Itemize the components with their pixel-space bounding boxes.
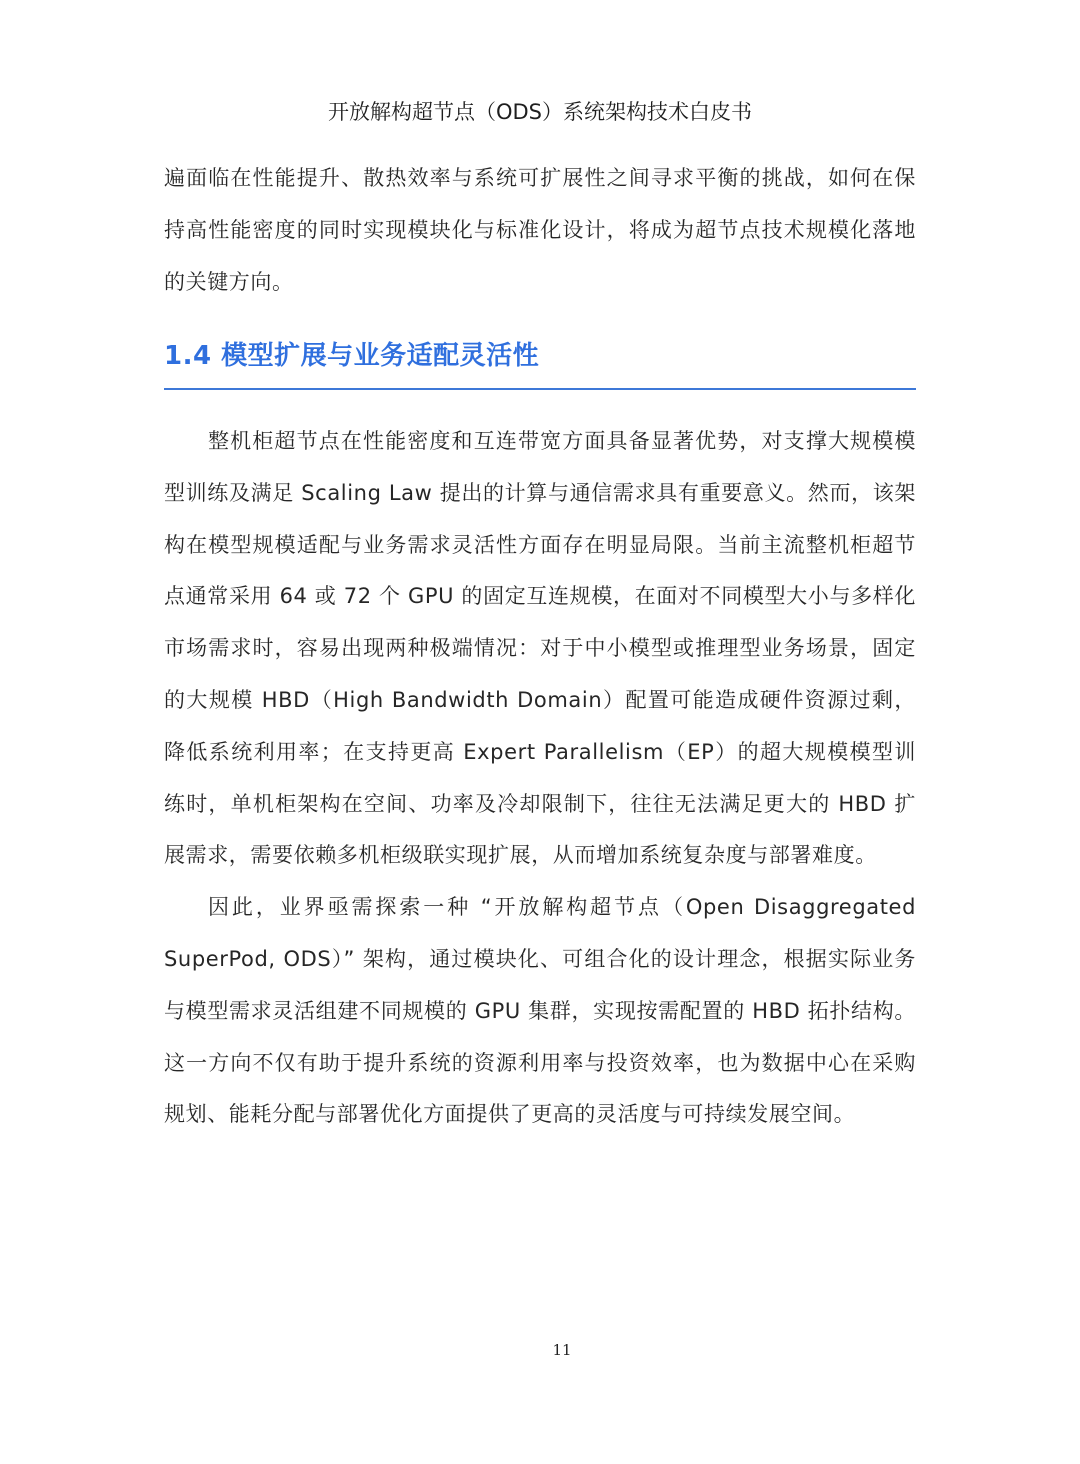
page-number: 11: [552, 1341, 572, 1359]
continuation-paragraph: 遍面临在性能提升、散热效率与系统可扩展性之间寻求平衡的挑战，如何在保持高性能密度的同时实现模块化与标准化设计，将成为超节点技术规模化落地的关键方向。: [164, 166, 916, 294]
continuation-block: [164, 153, 916, 308]
section-heading: [164, 334, 916, 390]
body-paragraph-2: 因此，业界亟需探索一种 “开放解构超节点（Open Disaggregated SuperPod, ODS）” 架构，通过模块化、可组合化的设计理念，根据实际业务与模型需求灵活组建不同规模的 GPU 集群，实现按需配置的 HBD 拓扑结构。这一方向不仅有助于提升系统的资源利用率与投资效率，也为数据中心在采购规划、能耗分配与部署优化方面提供了更高的灵活度与可持续发展空间。: [164, 895, 916, 1127]
section-body: [164, 416, 916, 1141]
body-paragraph-1: 整机柜超节点在性能密度和互连带宽方面具备显著优势，对支撑大规模模型训练及满足 Scaling Law 提出的计算与通信需求具有重要意义。然而，该架构在模型规模适配与业务需求灵活性方面存在明显局限。当前主流整机柜超节点通常采用 64 或 72 个 GPU 的固定互连规模，在面对不同模型大小与多样化市场需求时，容易出现两种极端情况：对于中小模型或推理型业务场景，固定的大规模 HBD（High Bandwidth Domain）配置可能造成硬件资源过剩，降低系统利用率；在支持更高 Expert Parallelism（EP）的超大规模模型训练时，单机柜架构在空间、功率及冷却限制下，往往无法满足更大的 HBD 扩展需求，需要依赖多机柜级联实现扩展，从而增加系统复杂度与部署难度。: [164, 429, 916, 868]
section-heading-text: 1.4 模型扩展与业务适配灵活性: [164, 341, 540, 371]
running-header: 开放解构超节点（ODS）系统架构技术白皮书: [327, 100, 753, 124]
